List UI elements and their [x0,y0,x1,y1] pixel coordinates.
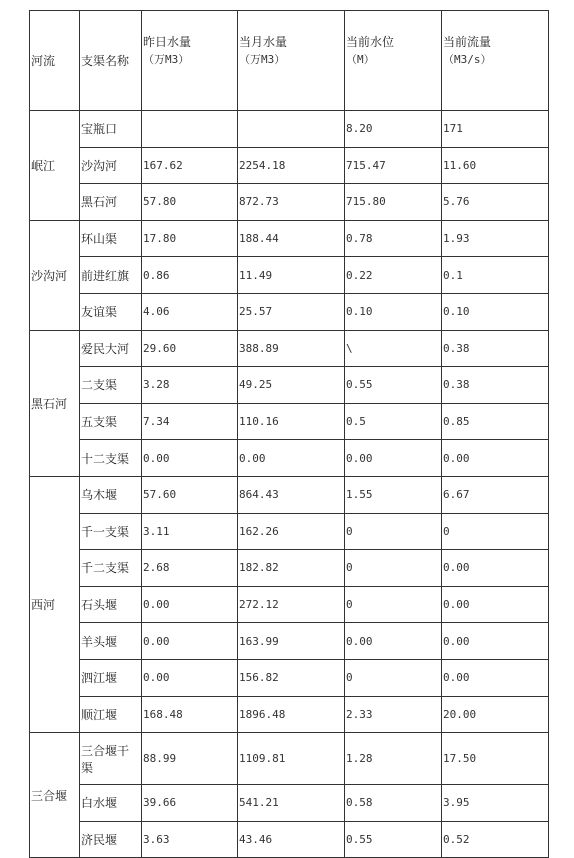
level-cell: 0 [345,659,442,696]
level-cell: 1.55 [345,476,442,513]
yesterday-cell: 57.80 [142,184,238,221]
table-row [30,476,549,513]
table-row [30,403,549,440]
level-cell: 8.20 [345,111,442,148]
table-row [30,257,549,294]
flow-cell: 0.38 [442,367,549,404]
flow-cell: 11.60 [442,147,549,184]
month-cell: 188.44 [238,220,345,257]
flow-cell: 5.76 [442,184,549,221]
level-cell: 0.22 [345,257,442,294]
flow-cell: 0.00 [442,659,549,696]
table-row [30,147,549,184]
level-cell: 0 [345,550,442,587]
table-row [30,513,549,550]
branch-name-cell: 前进红旗 [80,257,142,294]
yesterday-cell: 2.68 [142,550,238,587]
yesterday-cell: 17.80 [142,220,238,257]
branch-name-cell: 三合堰干渠 [80,733,142,785]
table-row [30,440,549,477]
level-cell: 715.80 [345,184,442,221]
branch-name-cell: 沙沟河 [80,147,142,184]
flow-cell: 0 [442,513,549,550]
branch-name-cell: 乌木堰 [80,476,142,513]
yesterday-cell: 0.00 [142,659,238,696]
flow-cell: 0.38 [442,330,549,367]
branch-name-cell: 宝瓶口 [80,111,142,148]
yesterday-cell: 88.99 [142,733,238,785]
flow-cell: 0.85 [442,403,549,440]
month-cell: 388.89 [238,330,345,367]
header-flow-unit: （M3/s） [443,53,492,66]
header-flow [442,11,549,111]
yesterday-cell: 3.11 [142,513,238,550]
table-row [30,293,549,330]
month-cell [238,111,345,148]
table-row [30,220,549,257]
table-row [30,184,549,221]
table-row [30,623,549,660]
level-cell: 0 [345,586,442,623]
header-river: 河流 [30,11,80,111]
month-cell: 162.26 [238,513,345,550]
month-cell: 11.49 [238,257,345,294]
branch-name-cell: 环山渠 [80,220,142,257]
header-level-unit: （M） [346,53,375,66]
header-flow-label: 当前流量 [443,35,492,49]
branch-name-cell: 白水堰 [80,785,142,822]
table-body [30,111,549,858]
header-month-label: 当月水量 [239,35,288,49]
level-cell: 0.00 [345,440,442,477]
yesterday-cell: 29.60 [142,330,238,367]
water-data-table [29,10,549,858]
month-cell: 872.73 [238,184,345,221]
flow-cell: 1.93 [442,220,549,257]
table-row [30,550,549,587]
table-row [30,696,549,733]
table-row [30,659,549,696]
river-cell: 岷江 [30,111,80,221]
flow-cell: 3.95 [442,785,549,822]
flow-cell: 17.50 [442,733,549,785]
month-cell: 1896.48 [238,696,345,733]
month-cell: 272.12 [238,586,345,623]
yesterday-cell: 0.86 [142,257,238,294]
flow-cell: 6.67 [442,476,549,513]
flow-cell: 0.00 [442,623,549,660]
month-cell: 864.43 [238,476,345,513]
river-cell: 西河 [30,476,80,732]
level-cell: 715.47 [345,147,442,184]
month-cell: 541.21 [238,785,345,822]
month-cell: 25.57 [238,293,345,330]
yesterday-cell: 3.28 [142,367,238,404]
header-month [238,11,345,111]
branch-name-cell: 黑石河 [80,184,142,221]
table-row [30,821,549,858]
yesterday-cell: 4.06 [142,293,238,330]
branch-name-cell: 友谊渠 [80,293,142,330]
level-cell: 0.00 [345,623,442,660]
branch-name-cell: 顺江堰 [80,696,142,733]
flow-cell: 0.00 [442,586,549,623]
yesterday-cell: 0.00 [142,440,238,477]
month-cell: 110.16 [238,403,345,440]
yesterday-cell: 0.00 [142,586,238,623]
month-cell: 163.99 [238,623,345,660]
branch-name-cell: 爱民大河 [80,330,142,367]
flow-cell: 0.1 [442,257,549,294]
month-cell: 49.25 [238,367,345,404]
table-row [30,330,549,367]
table-row [30,586,549,623]
branch-name-cell: 石头堰 [80,586,142,623]
header-yesterday [142,11,238,111]
table-row [30,733,549,785]
flow-cell: 0.00 [442,440,549,477]
branch-name-cell: 二支渠 [80,367,142,404]
month-cell: 0.00 [238,440,345,477]
month-cell: 1109.81 [238,733,345,785]
yesterday-cell: 3.63 [142,821,238,858]
branch-name-cell: 五支渠 [80,403,142,440]
branch-name-cell: 泗江堰 [80,659,142,696]
level-cell: 0.55 [345,821,442,858]
table-row [30,785,549,822]
yesterday-cell: 39.66 [142,785,238,822]
month-cell: 182.82 [238,550,345,587]
month-cell: 156.82 [238,659,345,696]
flow-cell: 0.52 [442,821,549,858]
branch-name-cell: 济民堰 [80,821,142,858]
level-cell: 0 [345,513,442,550]
branch-name-cell: 羊头堰 [80,623,142,660]
yesterday-cell: 57.60 [142,476,238,513]
yesterday-cell: 7.34 [142,403,238,440]
river-cell: 沙沟河 [30,220,80,330]
table-row [30,367,549,404]
level-cell: 0.78 [345,220,442,257]
table-header-row [30,11,549,111]
river-cell: 黑石河 [30,330,80,476]
level-cell: 0.10 [345,293,442,330]
level-cell: 0.55 [345,367,442,404]
branch-name-cell: 千二支渠 [80,550,142,587]
yesterday-cell: 167.62 [142,147,238,184]
header-branch: 支渠名称 [80,11,142,111]
month-cell: 2254.18 [238,147,345,184]
level-cell: 0.58 [345,785,442,822]
header-level [345,11,442,111]
header-month-unit: （万M3） [239,53,286,66]
flow-cell: 171 [442,111,549,148]
header-level-label: 当前水位 [346,35,395,49]
level-cell: 1.28 [345,733,442,785]
river-cell: 三合堰 [30,733,80,858]
flow-cell: 20.00 [442,696,549,733]
yesterday-cell: 0.00 [142,623,238,660]
level-cell: \ [345,330,442,367]
branch-name-cell: 千一支渠 [80,513,142,550]
branch-name-cell: 十二支渠 [80,440,142,477]
flow-cell: 0.00 [442,550,549,587]
header-yesterday-label: 昨日水量 [143,35,192,49]
yesterday-cell: 168.48 [142,696,238,733]
month-cell: 43.46 [238,821,345,858]
level-cell: 0.5 [345,403,442,440]
table-row [30,111,549,148]
level-cell: 2.33 [345,696,442,733]
header-yesterday-unit: （万M3） [143,53,190,66]
flow-cell: 0.10 [442,293,549,330]
yesterday-cell [142,111,238,148]
